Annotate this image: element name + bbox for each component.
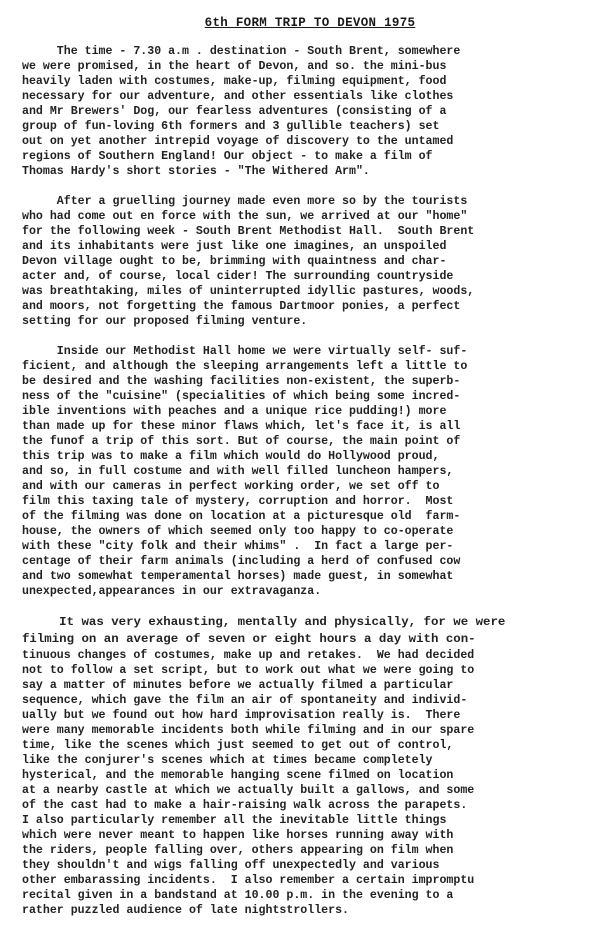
- text-line: Thomas Hardy's short stories - "The Withered Arm".: [22, 165, 370, 178]
- text-line: and Mr Brewers' Dog, our fearless adventures (consisting of a: [22, 105, 447, 118]
- text-line: be desired and the washing facilities non-existent, the superb-: [22, 375, 461, 388]
- text-line: tinuous changes of costumes, make up and retakes. We had decided: [22, 649, 475, 662]
- paragraph-2: [22, 194, 582, 329]
- text-line: acter and, of course, local cider! The surrounding countryside: [22, 270, 454, 283]
- text-line: with these "city folk and their whims" . In fact a large per-: [22, 540, 454, 553]
- text-line: hysterical, and the memorable hanging scene filmed on location: [22, 769, 454, 782]
- text-line: other embarassing incidents. I also remember a certain impromptu: [22, 874, 475, 887]
- text-line: were many memorable incidents both while filming and in our spare: [22, 724, 475, 737]
- text-line: of the filming was done on location at a picturesque old farm-: [22, 510, 461, 523]
- text-line: and so, in full costume and with well filled luncheon hampers,: [22, 465, 454, 478]
- text-line: say a matter of minutes before we actually filmed a particular: [22, 679, 454, 692]
- document-body: [22, 44, 582, 933]
- text-line: heavily laden with costumes, make-up, filming equipment, food: [22, 75, 447, 88]
- text-line: After a gruelling journey made even more so by the tourists: [22, 195, 468, 208]
- text-line: rather puzzled audience of late nightstrollers.: [22, 904, 349, 917]
- text-line: was breathtaking, miles of uninterrupted idyllic pastures, woods,: [22, 285, 475, 298]
- text-line: necessary for our adventure, and other essentials like clothes: [22, 90, 454, 103]
- paragraph-4: [22, 614, 582, 918]
- text-line: time, like the scenes which just seemed to get out of control,: [22, 739, 454, 752]
- text-line: and moors, not forgetting the famous Dartmoor ponies, a perfect: [22, 300, 461, 313]
- text-line: ible inventions with peaches and a unique rice pudding!) more: [22, 405, 447, 418]
- text-line: regions of Southern England! Our object - to make a film of: [22, 150, 433, 163]
- text-line: out on yet another intrepid voyage of discovery to the untamed: [22, 135, 454, 148]
- text-line: The time - 7.30 a.m . destination - South Brent, somewhere: [22, 45, 461, 58]
- text-line: I also particularly remember all the inevitable little things: [22, 814, 447, 827]
- text-line: not to follow a set script, but to work out what we were going to: [22, 664, 475, 677]
- text-line: like the conjurer's scenes which at times became completely: [22, 754, 433, 767]
- text-line: the funof a trip of this sort. But of course, the main point of: [22, 435, 461, 448]
- text-line: sequence, which gave the film an air of spontaneity and individ-: [22, 694, 468, 707]
- text-line: the riders, people falling over, others appearing on film when: [22, 844, 454, 857]
- text-line: and two somewhat temperamental horses) made guest, in somewhat: [22, 570, 454, 583]
- text-line: film this taxing tale of mystery, corruption and horror. Most: [22, 495, 454, 508]
- text-line: ficient, and although the sleeping arrangements left a little to: [22, 360, 468, 373]
- text-line: we were promised, in the heart of Devon, and so. the mini-bus: [22, 60, 447, 73]
- text-line: setting for our proposed filming venture.: [22, 315, 308, 328]
- paragraph-1: [22, 44, 582, 179]
- text-line: this trip was to make a film which would do Hollywood proud,: [22, 450, 440, 463]
- text-line: of the cast had to make a hair-raising walk across the parapets.: [22, 799, 468, 812]
- text-line: group of fun-loving 6th formers and 3 gullible teachers) set: [22, 120, 440, 133]
- text-line: Inside our Methodist Hall home we were virtually self- suf-: [22, 345, 468, 358]
- text-line: and with our cameras in perfect working order, we set off to: [22, 480, 440, 493]
- text-line: unexpected,appearances in our extravaganza.: [22, 585, 322, 598]
- text-line: ness of the "cuisine" (specialities of which being some incred-: [22, 390, 461, 403]
- document-title: 6th FORM TRIP TO DEVON 1975: [204, 16, 416, 30]
- text-line: filming on an average of seven or eight hours a day with con-: [22, 632, 476, 646]
- text-line: and its inhabitants were just like one imagines, an unspoiled: [22, 240, 447, 253]
- text-line: who had come out en force with the sun, we arrived at our "home": [22, 210, 468, 223]
- text-line: for the following week - South Brent Methodist Hall. South Brent: [22, 225, 475, 238]
- text-line: centage of their farm animals (including a herd of confused cow: [22, 555, 461, 568]
- text-line: than made up for these minor flaws which, let's face it, is all: [22, 420, 461, 433]
- text-line: house, the owners of which seemed only too happy to co-operate: [22, 525, 454, 538]
- paragraph-3: [22, 344, 582, 599]
- text-line: ually but we found out how hard improvisation really is. There: [22, 709, 461, 722]
- text-line: which were never meant to happen like horses running away with: [22, 829, 454, 842]
- text-line: recital given in a bandstand at 10.00 p.m. in the evening to a: [22, 889, 454, 902]
- text-line: It was very exhausting, mentally and physically, for we were: [22, 615, 506, 629]
- text-line: at a nearby castle at which we actually built a gallows, and some: [22, 784, 475, 797]
- text-line: they shouldn't and wigs falling off unexpectedly and various: [22, 859, 440, 872]
- text-line: Devon village ought to be, brimming with quaintness and char-: [22, 255, 447, 268]
